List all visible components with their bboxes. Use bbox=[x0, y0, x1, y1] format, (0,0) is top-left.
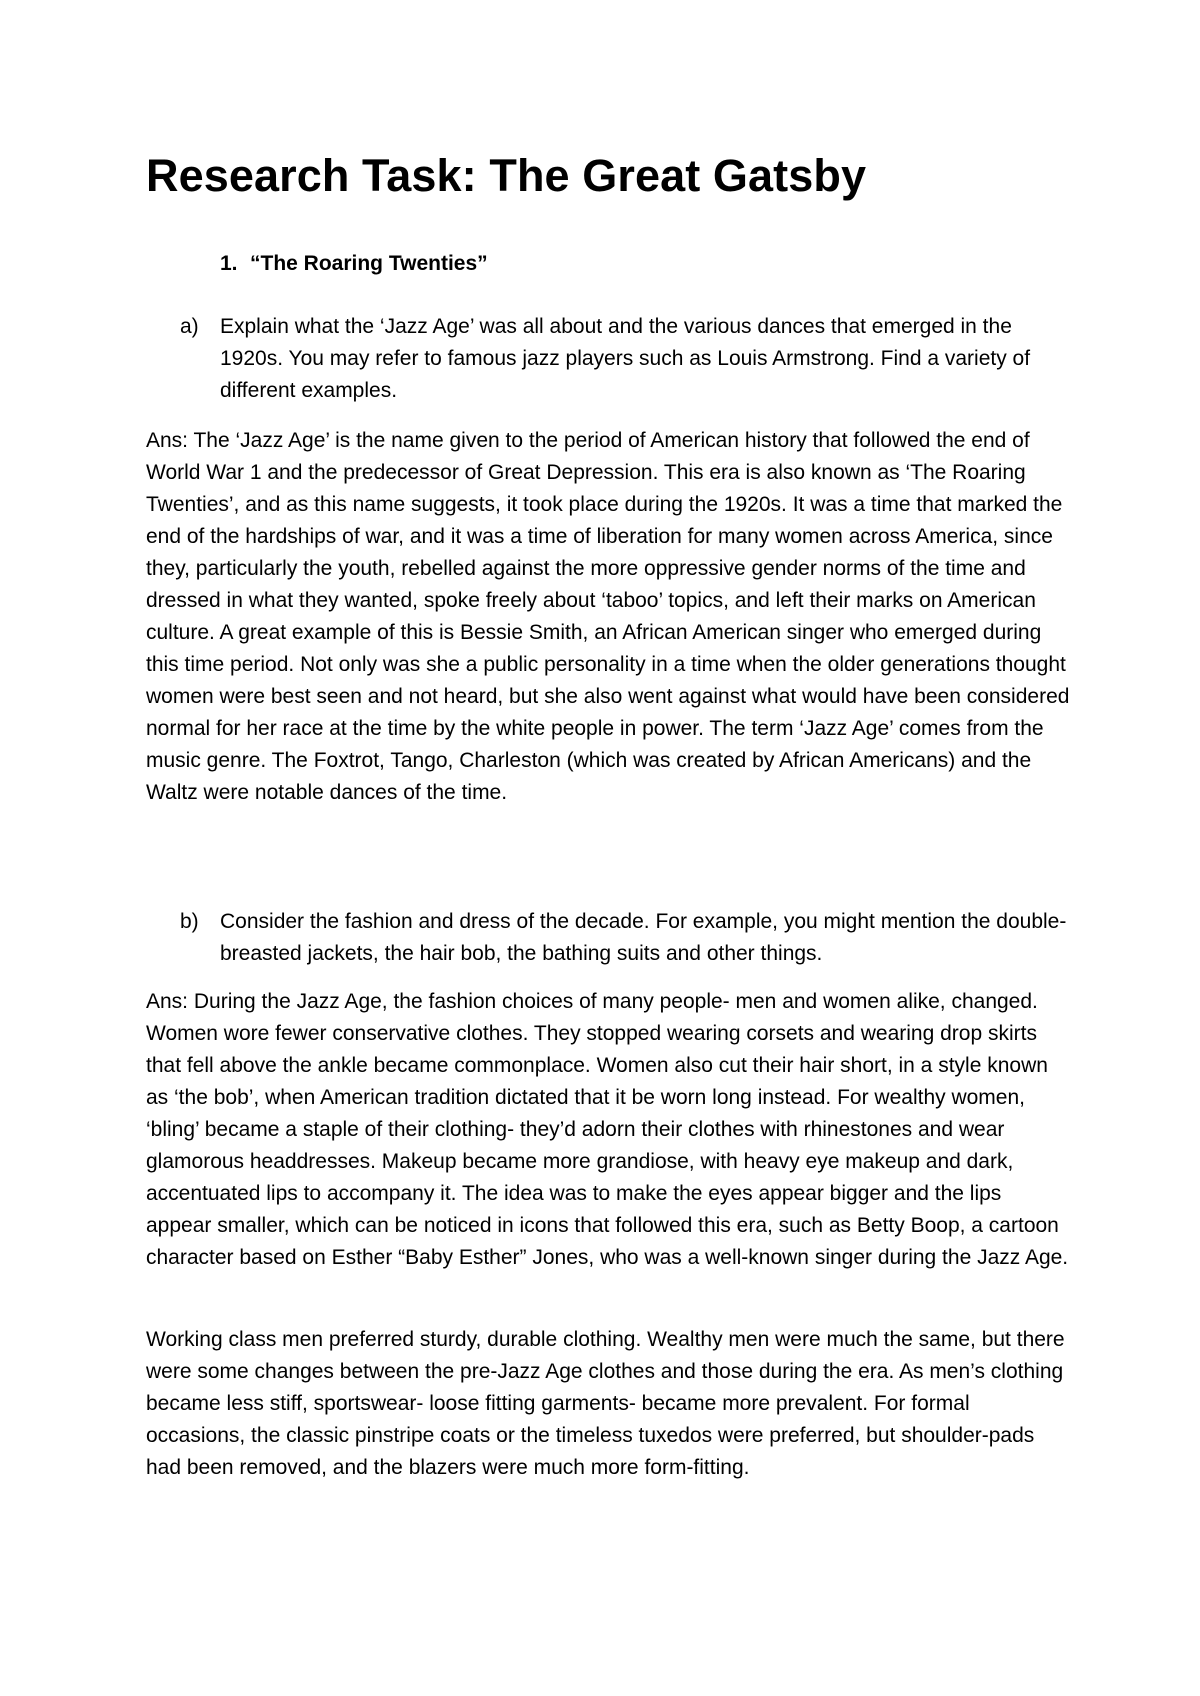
section-heading bbox=[220, 250, 488, 278]
question-a bbox=[180, 311, 1070, 407]
answer-b-paragraph-1: Ans: During the Jazz Age, the fashion choices of many people- men and women alike, changed. Women wore fewer conservative clothes. They stopped wearing corsets and wearing drop skirts that fell above the ankle became commonplace. Women also cut their hair short, in a style known as ‘the bob’, when American tradition dictated that it be worn long instead. For wealthy women, ‘bling’ became a staple of their clothing- they’d adorn their clothes with rhinestones and wear glamorous headdresses. Makeup became more grandiose, with heavy eye makeup and dark, accentuated lips to accompany it. The idea was to make the eyes appear bigger and the lips appear smaller, which can be noticed in icons that followed this era, such as Betty Boop, a cartoon character based on Esther “Baby Esther” Jones, who was a well-known singer during the Jazz Age. bbox=[146, 990, 1069, 1269]
question-b bbox=[180, 906, 1070, 970]
section-title: “The Roaring Twenties” bbox=[250, 252, 488, 275]
question-a-text: Explain what the ‘Jazz Age’ was all about and the various dances that emerged in the 1920s. You may refer to famous jazz players such as Louis Armstrong. Find a variety of different examples. bbox=[220, 315, 1031, 402]
question-b-text: Consider the fashion and dress of the decade. For example, you might mention the double-breasted jackets, the hair bob, the bathing suits and other things. bbox=[220, 910, 1067, 965]
document-title: Research Task: The Great Gatsby bbox=[146, 150, 867, 201]
answer-a: Ans: The ‘Jazz Age’ is the name given to the period of American history that followed the end of World War 1 and the predecessor of Great Depression. This era is also known as ‘The Roaring Twenties’, and as this name suggests, it took place during the 1920s. It was a time that marked the end of the hardships of war, and it was a time of liberation for many women across America, since they, particularly the youth, rebelled against the more oppressive gender norms of the time and dressed in what they wanted, spoke freely about ‘taboo’ topics, and left their marks on American culture. A great example of this is Bessie Smith, an African American singer who emerged during this time period. Not only was she a public personality in a time when the older generations thought women were best seen and not heard, but she also went against what would have been considered normal for her race at the time by the white people in power. The term ‘Jazz Age’ comes from the music genre. The Foxtrot, Tango, Charleston (which was created by African Americans) and the Waltz were notable dances of the time. bbox=[146, 429, 1070, 804]
question-b-label: b) bbox=[180, 910, 199, 933]
answer-b-paragraph-2: Working class men preferred sturdy, durable clothing. Wealthy men were much the same, but there were some changes between the pre-Jazz Age clothes and those during the era. As men’s clothing became less stiff, sportswear- loose fitting garments- became more prevalent. For formal occasions, the classic pinstripe coats or the timeless tuxedos were preferred, but shoulder-pads had been removed, and the blazers were much more form-fitting. bbox=[146, 1328, 1065, 1479]
section-number: 1. bbox=[220, 252, 238, 275]
question-a-label: a) bbox=[180, 315, 199, 338]
